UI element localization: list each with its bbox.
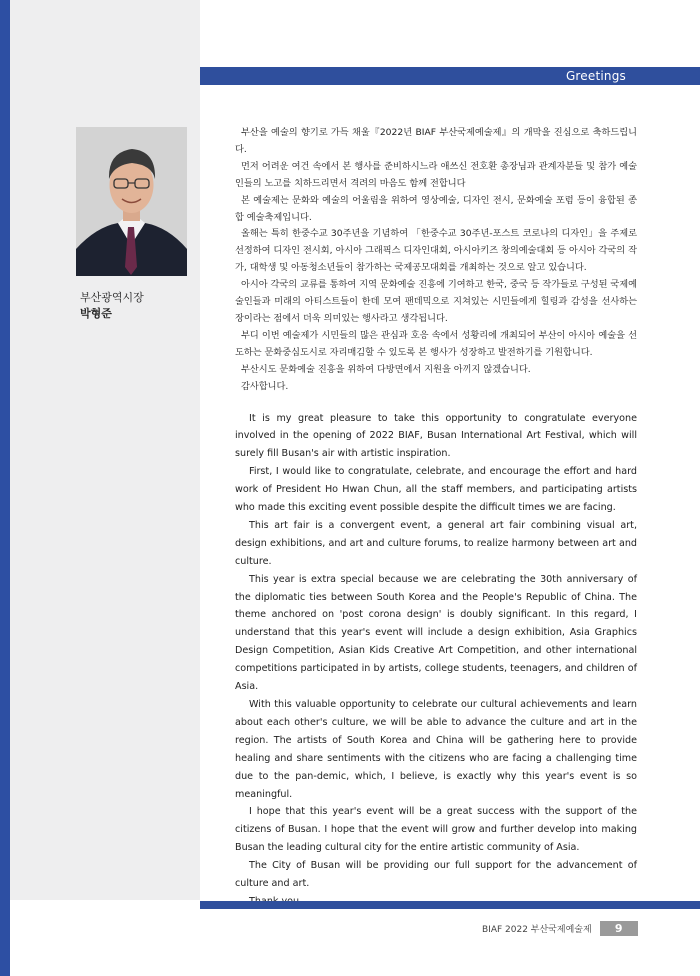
portrait-image xyxy=(76,127,187,276)
korean-paragraph: 올해는 특히 한중수교 30주년을 기념하여 「한중수교 30주년-포스트 코로나의 디자인」을 주제로 선정하여 디자인 전시회, 아시아 그래픽스 디자인대회, 아시아키즈 창의예술대회 등 아시아 각국의 작가, 대학생 및 아동청소년들이 참가하는 국제공모대회를 개최하는 것으로 알고 있습니다. xyxy=(235,228,637,274)
korean-paragraph: 부산시도 문화예술 진흥을 위하여 다방면에서 지원을 아끼지 않겠습니다. xyxy=(241,363,531,375)
section-title: Greetings xyxy=(565,69,626,83)
english-paragraph: This year is extra special because we are celebrating the 30th anniversary of the diplomatic ties between South Korea and the People's Republic of China. The theme anchored on 'post corona design' is doubly significant. In this regard, I understand that this year's event will include a design exhibition, Asia Graphics Design Competition, Asian Kids Creative Art Competition, and other international competitions participated in by artists, college students, teenagers, and children of Asia. xyxy=(235,573,637,693)
mayor-portrait xyxy=(76,127,187,276)
page-number: 9 xyxy=(600,921,638,936)
korean-paragraph: 본 예술제는 문화와 예술의 어울림을 위하여 영상예술, 디자인 전시, 문화예술 포럼 등이 융합된 종합 예술축제입니다. xyxy=(235,194,637,223)
korean-paragraph: 감사합니다. xyxy=(241,380,289,392)
english-paragraph: I hope that this year's event will be a great success with the support of the citizens of Busan. I hope that the event will grow and further develop into making Busan the leading cultural city for the entire artistic community of Asia. xyxy=(235,806,637,854)
korean-paragraph: 먼저 어려운 여건 속에서 본 행사를 준비하시느라 애쓰신 전호환 총장님과 관계자분들 및 참가 예술인들의 노고를 치하드리면서 격려의 마음도 함께 전합니다 xyxy=(235,160,637,189)
korean-paragraph: 부산을 예술의 향기로 가득 채울『2022년 BIAF 부산국제예술제』의 개막을 진심으로 축하드립니다. xyxy=(235,127,637,155)
greeting-body xyxy=(235,125,637,911)
footer-publication: BIAF 2022 부산국제예술제 xyxy=(482,925,592,935)
korean-paragraph: 아시아 각국의 교류를 통하여 지역 문화예술 진흥에 기여하고 한국, 중국 등 작가들로 구성된 국제예술인들과 미래의 아티스트들이 한데 모여 팬데믹으로 지쳐있는 시민들에게 힐링과 감성을 선사하는 장이라는 점에서 더욱 의미있는 행사라고 생각됩니다. xyxy=(235,279,637,324)
korean-text xyxy=(235,125,637,396)
profile-name: 박형준 xyxy=(80,307,112,320)
header-band xyxy=(200,67,700,85)
page-footer xyxy=(482,921,638,936)
footer-band xyxy=(200,901,700,909)
profile-title: 부산광역시장 xyxy=(80,291,144,304)
english-text xyxy=(235,410,637,911)
english-paragraph: With this valuable opportunity to celebrate our cultural achievements and learn about each other's culture, we will be able to advance the culture and art in the region. The artists of South Korea and China will be gathering here to provide healing and share sentiments with the citizens who are facing a challenging time due to the pan-demic, which, I believe, is exactly why this year's event is so meaningful. xyxy=(235,699,637,800)
korean-paragraph: 부디 이번 예술제가 시민들의 많은 관심과 호응 속에서 성황리에 개최되어 부산이 아시아 예술을 선도하는 문화중심도시로 자리매김할 수 있도록 본 행사가 성장하고 발전하기를 기원합니다. xyxy=(235,329,637,358)
english-paragraph: The City of Busan will be providing our full support for the advancement of culture and art. xyxy=(235,860,637,890)
english-paragraph: It is my great pleasure to take this opportunity to congratulate everyone involved in the opening of 2022 BIAF, Busan International Art Festival, which will surely fill Busan's air with artistic inspiration. xyxy=(235,412,637,460)
english-paragraph: This art fair is a convergent event, a general art fair combining visual art, design exhibitions, and art and culture forums, to realize harmony between art and culture. xyxy=(235,519,637,567)
left-accent-bar xyxy=(0,0,10,976)
english-paragraph: First, I would like to congratulate, celebrate, and encourage the effort and hard work of President Ho Hwan Chun, all the staff members, and participating artists who made this exciting event possible despite the difficult times we are facing. xyxy=(235,466,637,514)
profile-caption xyxy=(80,290,144,322)
